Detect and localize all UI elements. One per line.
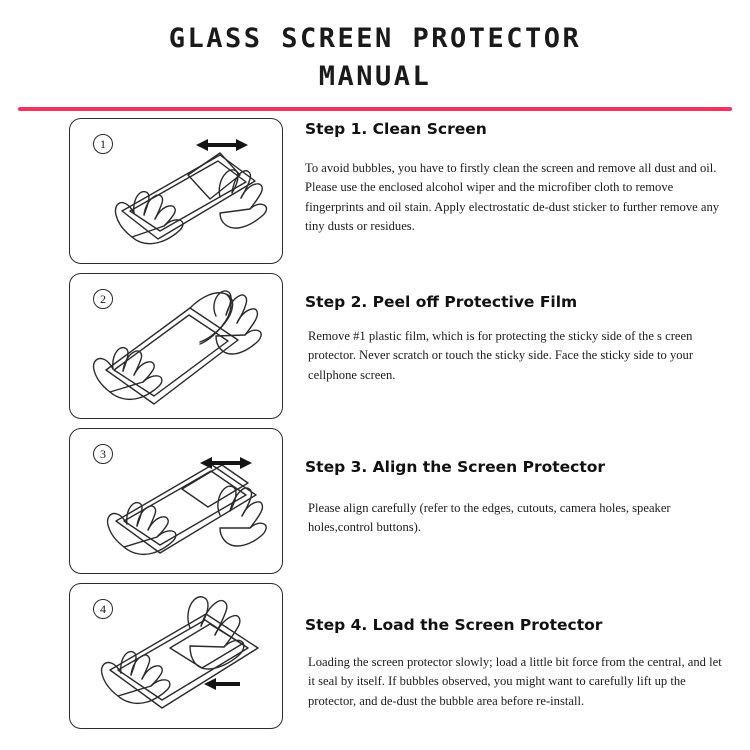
step-3-body: Please align carefully (refer to the edges, cutouts, camera holes, speaker holes,control buttons).: [308, 501, 671, 535]
step-2-heading: Step 2. Peel off Protective Film: [305, 292, 578, 311]
step-item: [16, 583, 734, 729]
step-3-heading: Step 3. Align the Screen Protector: [305, 457, 606, 476]
step-item: [16, 428, 734, 574]
step-item: [16, 273, 734, 419]
step-2-text: [283, 273, 734, 385]
step-4-body: Loading the screen protector slowly; load a little bit force from the central, and let it seal by itself. If bubbles observed, you might want to carefully lift up the protector, and de-dust the bubble area before re-install.: [308, 655, 722, 708]
step-1-heading: Step 1. Clean Screen: [305, 119, 487, 138]
step-number-badge: 4: [93, 599, 113, 619]
step-1-text: [283, 118, 734, 236]
step-4-heading: Step 4. Load the Screen Protector: [305, 615, 603, 634]
steps-list: [0, 118, 750, 729]
title-line-1: GLASS SCREEN PROTECTOR: [168, 23, 582, 54]
title-divider: [18, 107, 732, 111]
step-3-figure: [69, 428, 283, 574]
step-2-figure: [69, 273, 283, 419]
step-item: [16, 118, 734, 264]
title-line-2: MANUAL: [318, 61, 432, 93]
step-1-body: To avoid bubbles, you have to firstly clean the screen and remove all dust and oil. Please use the enclosed alcohol wiper and the microfiber cloth to remove fingerprints and oil stain. Apply electrostatic de-dust sticker to further remove any tiny dusts or residues.: [305, 161, 720, 233]
step-number-badge: 2: [93, 289, 113, 309]
step-number-badge: 1: [93, 134, 113, 154]
step-3-text: [283, 428, 734, 538]
step-1-figure: [69, 118, 283, 264]
page-title: [0, 0, 750, 97]
step-2-body: Remove #1 plastic film, which is for protecting the sticky side of the s creen protector. Never scratch or touch the sticky side. Face the sticky side to your cellphone screen.: [308, 329, 694, 382]
step-4-text: [283, 583, 734, 711]
step-number-badge: 3: [93, 444, 113, 464]
step-4-figure: [69, 583, 283, 729]
